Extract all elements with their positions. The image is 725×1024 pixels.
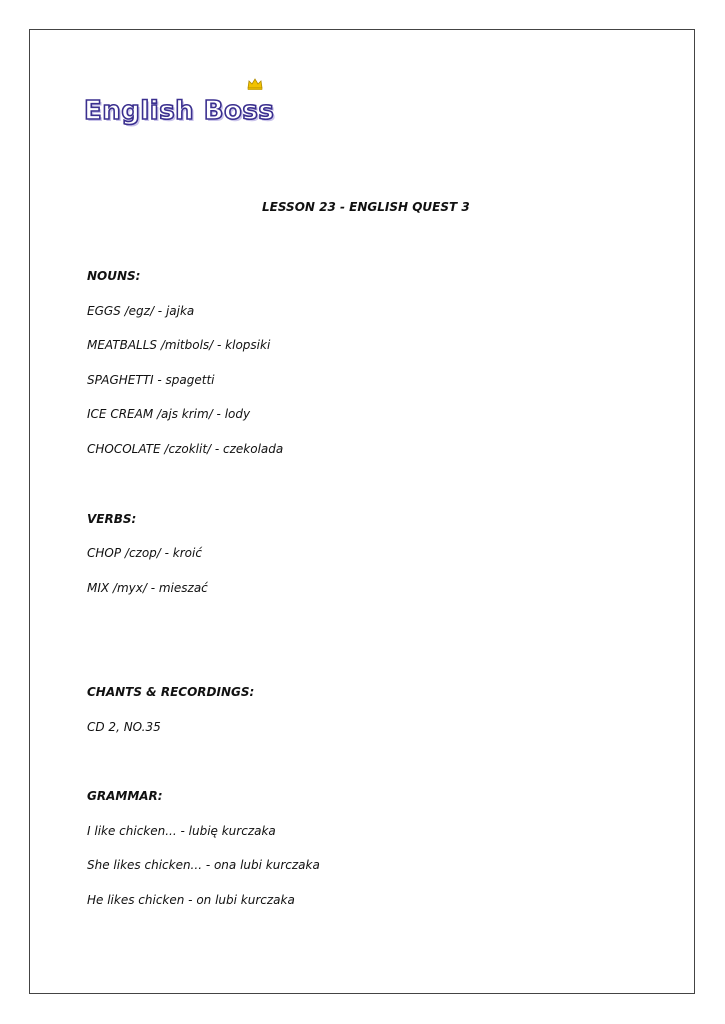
noun-item: ICE CREAM /ajs krim/ - lody <box>87 407 251 421</box>
noun-item: EGGS /egz/ - jajka <box>87 304 195 318</box>
grammar-heading: GRAMMAR: <box>87 789 163 803</box>
page-title: LESSON 23 - ENGLISH QUEST 3 <box>262 200 470 214</box>
chants-item: CD 2, NO.35 <box>87 720 161 734</box>
grammar-item: He likes chicken - on lubi kurczaka <box>87 893 295 907</box>
logo <box>84 84 274 124</box>
grammar-item: I like chicken... - lubię kurczaka <box>87 824 276 838</box>
verb-item: CHOP /czop/ - kroić <box>87 546 202 560</box>
logo-text: English Boss <box>84 96 275 126</box>
grammar-item: She likes chicken... - ona lubi kurczaka <box>87 858 320 872</box>
noun-item: SPAGHETTI - spagetti <box>87 373 215 387</box>
noun-item: CHOCOLATE /czoklit/ - czekolada <box>87 442 284 456</box>
chants-heading: CHANTS & RECORDINGS: <box>87 685 255 699</box>
nouns-heading: NOUNS: <box>87 269 141 283</box>
verb-item: MIX /myx/ - mieszać <box>87 581 208 595</box>
noun-item: MEATBALLS /mitbols/ - klopsiki <box>87 338 271 352</box>
crown-icon <box>247 78 263 90</box>
verbs-heading: VERBS: <box>87 512 137 526</box>
